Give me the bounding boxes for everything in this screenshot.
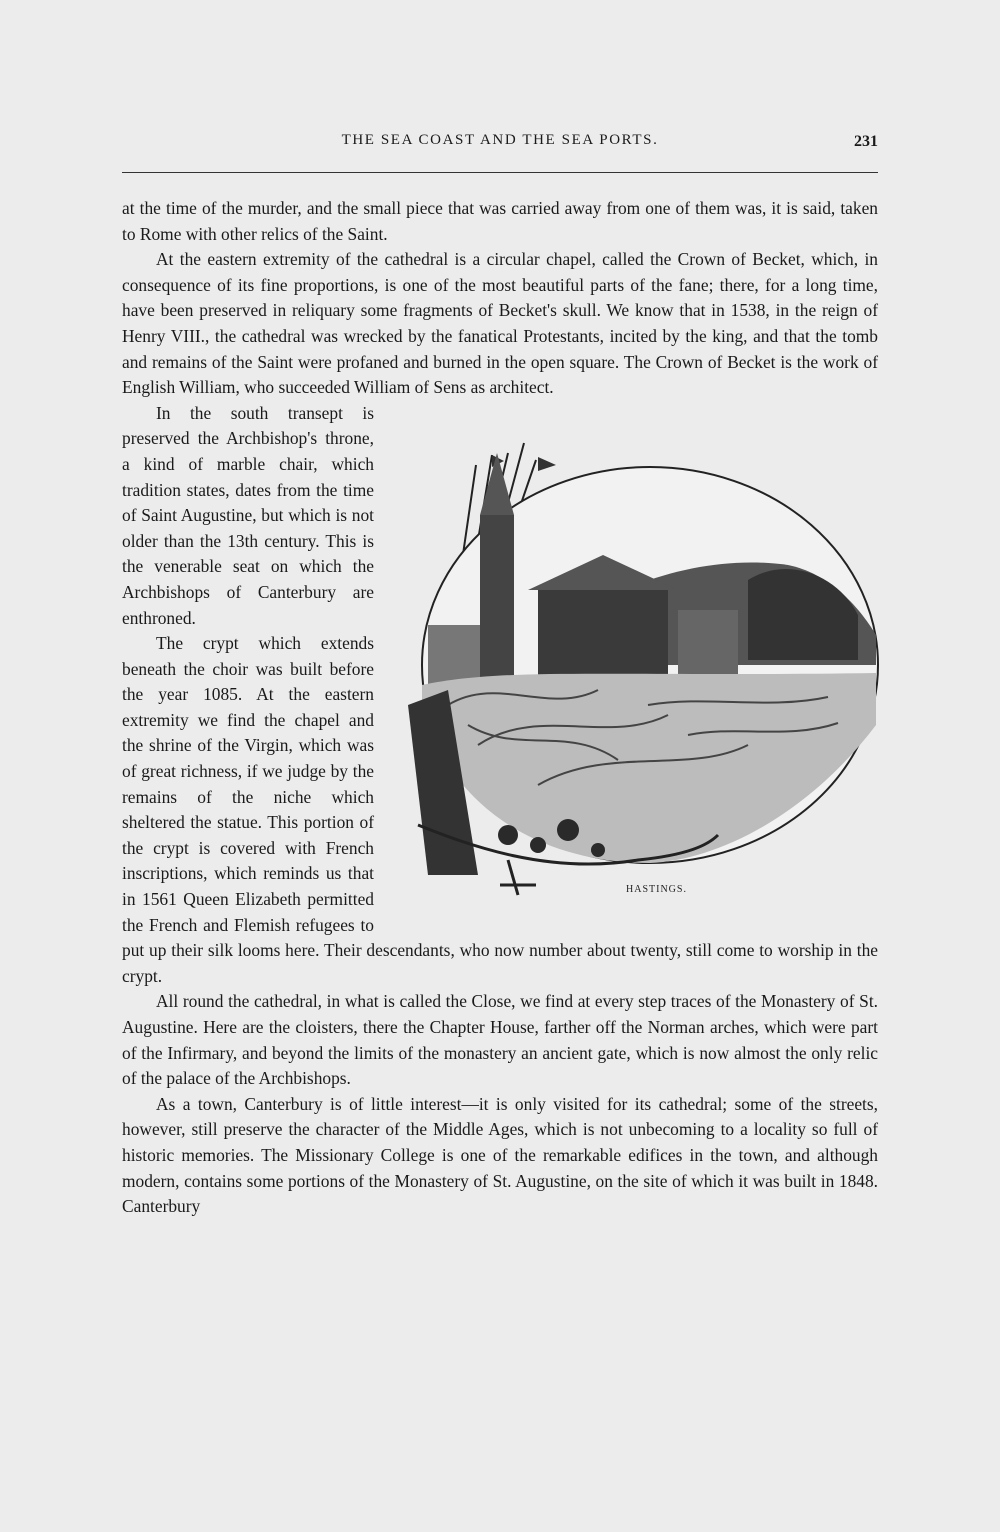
header-rule bbox=[122, 172, 878, 173]
running-title: THE SEA COAST AND THE SEA PORTS. bbox=[341, 132, 659, 148]
body-text bbox=[122, 196, 878, 1220]
hastings-illustration bbox=[388, 405, 898, 925]
paragraph: at the time of the murder, and the small piece that was carried away from one of them was, it is said, taken to Rome with other relics of the Saint. bbox=[122, 198, 878, 244]
paragraph: The crypt which extends beneath the choir was built before the year 1085. At the eastern extremity we find the chapel and the shrine of the Virgin, which was of great richness, if we judge by the remains of the niche which sheltered the statue. This portion of the crypt is covered with French inscriptions, which reminds us that in 1561 Queen Elizabeth permitted the French and Flemish refugees to put up their silk looms here. Their descendants, who now number about twenty, still come to worship in the crypt. bbox=[122, 633, 878, 986]
paragraph: As a town, Canterbury is of little interest—it is only visited for its cathedral; some of the streets, however, still preserve the character of the Middle Ages, which is not unbecoming to a locality so full of historic memories. The Missionary College is one of the remarkable edifices in the town, and although modern, contains some portions of the Monastery of St. Augustine, on the site of which it was built in 1848. Canterbury bbox=[122, 1093, 878, 1217]
figure-caption: HASTINGS. bbox=[626, 883, 687, 895]
page-number: 231 bbox=[854, 133, 878, 150]
paragraph: In the south transept is preserved the Archbishop's throne, a kind of marble chair, which tradition states, dates from the time of Saint Augustine, but which is not older than the 13th century. This is the venerable seat on which the Archbishops of Canterbury are enthroned. bbox=[122, 402, 374, 628]
page-header bbox=[122, 132, 878, 162]
engraving-illustration-icon bbox=[388, 405, 898, 925]
paragraph: All round the cathedral, in what is called the Close, we find at every step traces of the Monastery of St. Augustine. Here are the cloisters, there the Chapter House, farther off the Norman arches, which were part of the Infirmary, and beyond the limits of the monastery an ancient gate, which is now almost the only relic of the palace of the Archbishops. bbox=[122, 991, 878, 1089]
paragraph: At the eastern extremity of the cathedral is a circular chapel, called the Crown of Becket, which, in consequence of its fine proportions, is one of the most beautiful parts of the fane; there, for a long time, have been preserved in reliquary some fragments of Becket's skull. We know that in 1538, in the reign of Henry VIII., the cathedral was wrecked by the fanatical Protestants, incited by the king, and that the tomb and remains of the Saint were profaned and burned in the open square. The Crown of Becket is the work of English William, who succeeded William of Sens as architect. bbox=[122, 249, 878, 398]
